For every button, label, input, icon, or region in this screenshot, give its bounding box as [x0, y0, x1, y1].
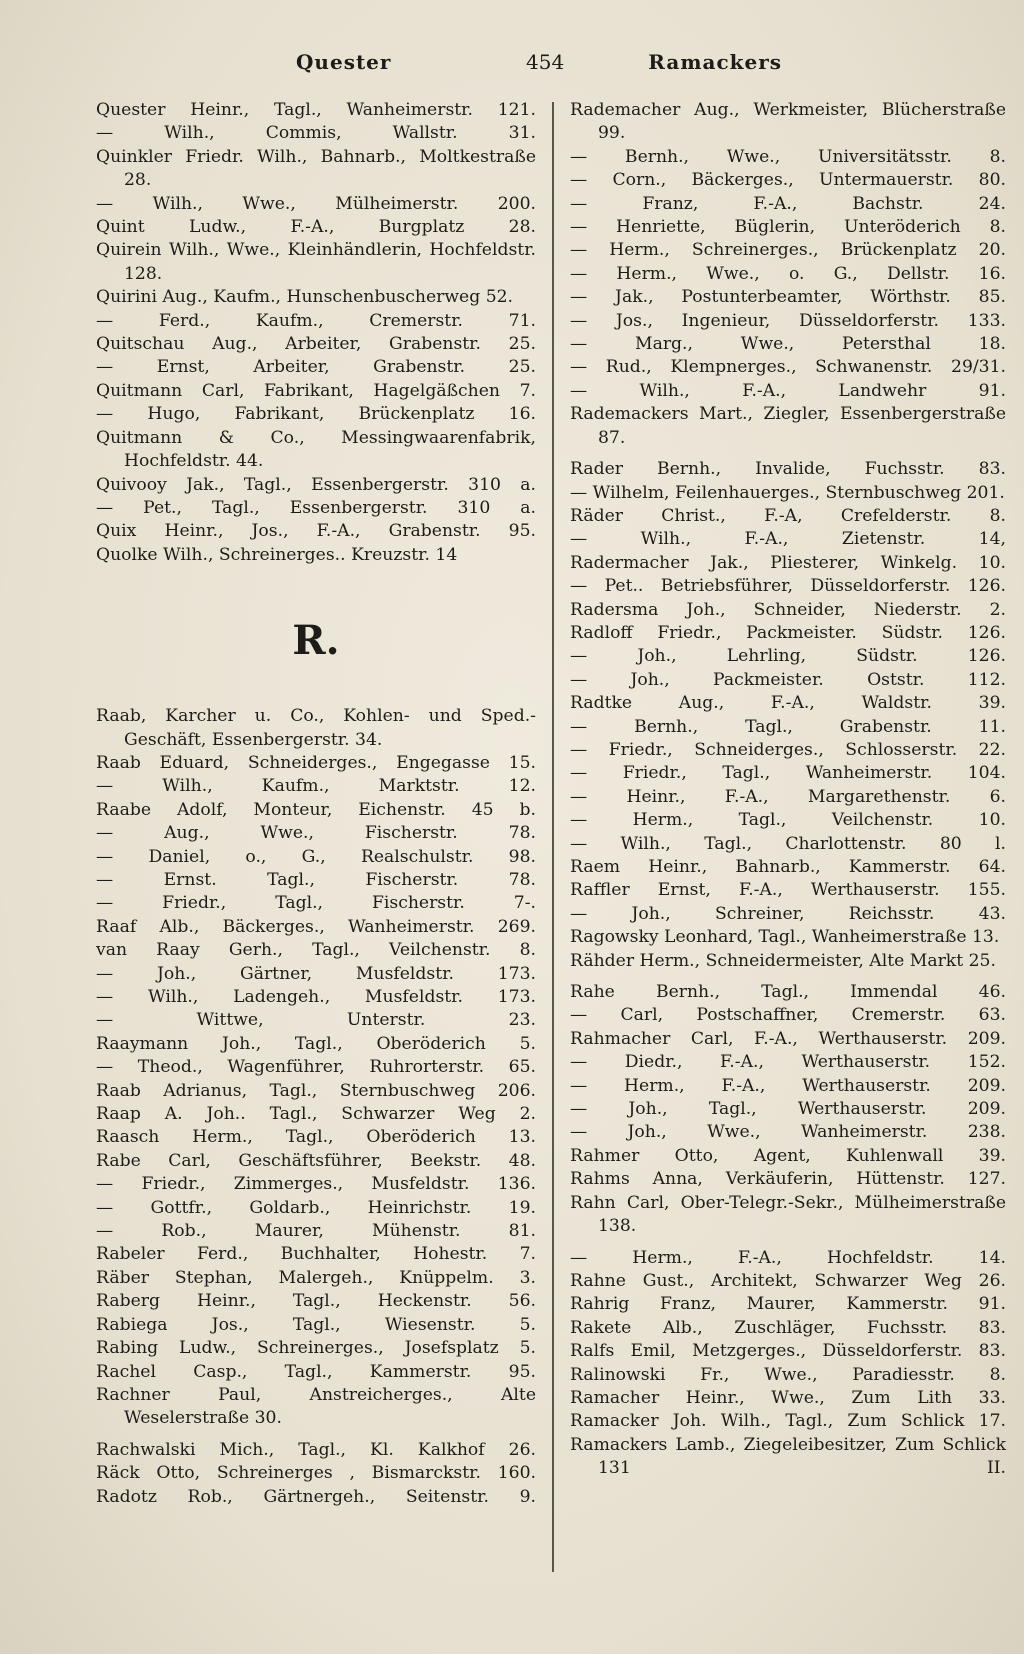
directory-entry: Ragowsky Leonhard, Tagl., Wanheimerstraße 13. — [570, 927, 1000, 948]
directory-entry: Quivooy Jak., Tagl., Essenbergerstr. 310 a. — [96, 474, 536, 495]
directory-entry: Rähder Herm., Schneidermeister, Alte Markt 25. — [570, 950, 996, 971]
right-column-entries — [570, 99, 1006, 1481]
directory-entry: Radersma Joh., Schneider, Niederstr. 2. — [570, 599, 1006, 620]
directory-entry: Rademackers Mart., Ziegler, Essenbergerstraße 87. — [570, 404, 1006, 448]
left-column-q-entries — [96, 99, 536, 567]
directory-entry: Rachel Casp., Tagl., Kammerstr. 95. — [96, 1361, 536, 1382]
directory-entry: Quint Ludw., F.-A., Burgplatz 28. — [96, 217, 536, 238]
directory-entry: — Aug., Wwe., Fischerstr. 78. — [96, 823, 536, 844]
directory-entry: Quolke Wilh., Schreinerges.. Kreuzstr. 14 — [96, 544, 458, 565]
directory-entry: — Jos., Ingenieur, Düsseldorferstr. 133. — [570, 310, 1006, 331]
directory-entry: — Herm., Schreinerges., Brückenplatz 20. — [570, 240, 1006, 261]
directory-entry: — Rob., Maurer, Mühenstr. 81. — [96, 1221, 536, 1242]
directory-entry: Radloff Friedr., Packmeister. Südstr. 126. — [570, 622, 1006, 643]
directory-entry: Rabing Ludw., Schreinerges., Josefsplatz 5. — [96, 1338, 536, 1359]
directory-entry: Radotz Rob., Gärtnergeh., Seitenstr. 9. — [96, 1486, 536, 1507]
directory-entry: Raabe Adolf, Monteur, Eichenstr. 45 b. — [96, 799, 536, 820]
directory-entry: Raaymann Joh., Tagl., Oberöderich 5. — [96, 1033, 536, 1054]
directory-entry: — Pet.. Betriebsführer, Düsseldorferstr. 126. — [570, 576, 1006, 597]
directory-entry: — Wilh., Wwe., Mülheimerstr. 200. — [96, 193, 536, 214]
directory-entry: — Friedr., Zimmerges., Musfeldstr. 136. — [96, 1174, 536, 1195]
directory-entry: — Theod., Wagenführer, Ruhrorterstr. 65. — [96, 1057, 536, 1078]
directory-entry: — Friedr., Tagl., Fischerstr. 7-. — [96, 893, 536, 914]
column-divider — [552, 102, 554, 1572]
directory-entry: — Wilh., Kaufm., Marktstr. 12. — [96, 776, 536, 797]
directory-entry: Rabeler Ferd., Buchhalter, Hohestr. 7. — [96, 1244, 536, 1265]
directory-entry: Quitschau Aug., Arbeiter, Grabenstr. 25. — [96, 334, 536, 355]
directory-entry: Quitmann Carl, Fabrikant, Hagelgäßchen 7. — [96, 380, 536, 401]
directory-entry: — Rud., Klempnerges., Schwanenstr. 29/31. — [570, 357, 1006, 378]
directory-entry: — Wittwe, Unterstr. 23. — [96, 1010, 536, 1031]
directory-entry: Rader Bernh., Invalide, Fuchsstr. 83. — [570, 459, 1006, 480]
page-header — [96, 50, 932, 84]
directory-entry: — Ernst, Arbeiter, Grabenstr. 25. — [96, 357, 536, 378]
directory-entry: Raberg Heinr., Tagl., Heckenstr. 56. — [96, 1291, 536, 1312]
directory-entry: Rademacher Aug., Werkmeister, Blücherstraße 99. — [570, 100, 1006, 144]
directory-entry: Raab Eduard, Schneiderges., Engegasse 15. — [96, 752, 536, 773]
directory-entry: Ralinowski Fr., Wwe., Paradiesstr. 8. — [570, 1364, 1006, 1385]
directory-entry: Raab Adrianus, Tagl., Sternbuschweg 206. — [96, 1080, 536, 1101]
directory-entry: Rahe Bernh., Tagl., Immendal 46. — [570, 982, 1006, 1003]
directory-entry: Rahn Carl, Ober-Telegr.-Sekr., Mülheimerstraße 138. — [570, 1192, 1006, 1237]
directory-entry: Rabe Carl, Geschäftsführer, Beekstr. 48. — [96, 1150, 536, 1171]
directory-entry: — Herm., Tagl., Veilchenstr. 10. — [570, 810, 1006, 831]
directory-entry: — Heinr., F.-A., Margarethenstr. 6. — [570, 786, 1006, 807]
directory-entry: Raaf Alb., Bäckerges., Wanheimerstr. 269. — [96, 916, 536, 937]
directory-entry: — Henriette, Büglerin, Unteröderich 8. — [570, 217, 1006, 238]
directory-entry: Quirein Wilh., Wwe., Kleinhändlerin, Hochfeldstr. 128. — [96, 240, 536, 284]
directory-entry: Rahmacher Carl, F.-A., Werthauserstr. 209. — [570, 1028, 1006, 1049]
directory-entry: Raem Heinr., Bahnarb., Kammerstr. 64. — [570, 857, 1006, 877]
directory-entry: — Joh., Tagl., Werthauserstr. 209. — [570, 1099, 1006, 1120]
directory-entry: — Gottfr., Goldarb., Heinrichstr. 19. — [96, 1197, 536, 1218]
directory-entry: — Joh., Gärtner, Musfeldstr. 173. — [96, 963, 536, 984]
directory-entry: — Franz, F.-A., Bachstr. 24. — [570, 193, 1006, 214]
directory-entry: Rakete Alb., Zuschläger, Fuchsstr. 83. — [570, 1317, 1006, 1338]
directory-entry: — Joh., Lehrling, Südstr. 126. — [570, 646, 1006, 667]
directory-entry: Ramackers Lamb., Ziegeleibesitzer, Zum Schlick 131 II. — [570, 1434, 1006, 1479]
directory-entry: — Daniel, o., G., Realschulstr. 98. — [96, 846, 536, 867]
directory-entry: Rahrig Franz, Maurer, Kammerstr. 91. — [570, 1294, 1006, 1315]
directory-entry: — Ferd., Kaufm., Cremerstr. 71. — [96, 310, 536, 331]
directory-entry: — Friedr., Tagl., Wanheimerstr. 104. — [570, 763, 1006, 784]
header-left-keyword: Quester — [296, 50, 392, 74]
directory-entry: Rachner Paul, Anstreicherges., Alte Weselerstraße 30. — [96, 1384, 536, 1429]
directory-entry: — Pet., Tagl., Essenbergerstr. 310 a. — [96, 497, 536, 518]
directory-entry: — Herm., Wwe., o. G., Dellstr. 16. — [570, 263, 1006, 284]
directory-entry: — Herm., F.-A., Hochfeldstr. 14. — [570, 1247, 1006, 1268]
directory-entry: — Hugo, Fabrikant, Brückenplatz 16. — [96, 404, 536, 425]
directory-entry: Quitmann & Co., Messingwaarenfabrik, Hochfeldstr. 44. — [96, 427, 536, 472]
directory-entry: Rabiega Jos., Tagl., Wiesenstr. 5. — [96, 1314, 536, 1335]
directory-entry: Quirini Aug., Kaufm., Hunschenbuscherweg 52. — [96, 287, 514, 308]
directory-entry: — Wilh., Tagl., Charlottenstr. 80 l. — [570, 833, 1006, 854]
directory-entry: — Herm., F.-A., Werthauserstr. 209. — [570, 1075, 1006, 1096]
directory-entry: — Bernh., Wwe., Universitätsstr. 8. — [570, 146, 1006, 167]
directory-entry: — Carl, Postschaffner, Cremerstr. 63. — [570, 1005, 1006, 1026]
directory-entry: Räck Otto, Schreinerges , Bismarckstr. 160. — [96, 1463, 536, 1484]
directory-entry: — Joh., Packmeister. Oststr. 112. — [570, 669, 1006, 690]
section-letter: R. — [292, 617, 340, 665]
directory-entry: — Ernst. Tagl., Fischerstr. 78. — [96, 869, 536, 890]
directory-entry: Raasch Herm., Tagl., Oberöderich 13. — [96, 1127, 536, 1148]
header-right-keyword: Ramackers — [648, 50, 782, 74]
directory-entry: Räder Christ., F.-A, Crefelderstr. 8. — [570, 505, 1006, 526]
directory-entry: Quix Heinr., Jos., F.-A., Grabenstr. 95. — [96, 521, 536, 542]
page-number: 454 — [526, 50, 565, 74]
directory-entry: Rahmer Otto, Agent, Kuhlenwall 39. — [570, 1145, 1006, 1166]
directory-entry: — Wilhelm, Feilenhauerges., Sternbuschweg 201. — [570, 482, 1005, 503]
directory-entry: Radermacher Jak., Pliesterer, Winkelg. 10. — [570, 552, 1006, 573]
directory-entry: — Joh., Wwe., Wanheimerstr. 238. — [570, 1122, 1006, 1143]
directory-entry: Quester Heinr., Tagl., Wanheimerstr. 121. — [96, 100, 536, 120]
directory-entry: Raab, Karcher u. Co., Kohlen- und Sped.-Geschäft, Essenbergerstr. 34. — [96, 706, 536, 750]
directory-entry: Ramacher Heinr., Wwe., Zum Lith 33. — [570, 1387, 1006, 1408]
directory-entry: — Diedr., F.-A., Werthauserstr. 152. — [570, 1052, 1006, 1073]
left-column-r-entries — [96, 705, 536, 1509]
directory-entry: — Joh., Schreiner, Reichsstr. 43. — [570, 903, 1006, 924]
directory-entry: — Wilh., F.-A., Landwehr 91. — [570, 380, 1006, 401]
directory-entry: — Marg., Wwe., Petersthal 18. — [570, 334, 1006, 355]
directory-entry: — Wilh., Ladengeh., Musfeldstr. 173. — [96, 987, 536, 1007]
directory-entry: — Wilh., F.-A., Zietenstr. 14, — [570, 529, 1006, 550]
directory-entry: Radtke Aug., F.-A., Waldstr. 39. — [570, 693, 1006, 714]
directory-entry: Raap A. Joh.. Tagl., Schwarzer Weg 2. — [96, 1104, 536, 1125]
right-column — [570, 99, 1006, 1481]
directory-entry: Räber Stephan, Malergeh., Knüppelm. 3. — [96, 1267, 536, 1288]
directory-entry: Rachwalski Mich., Tagl., Kl. Kalkhof 26. — [96, 1439, 536, 1460]
directory-entry: — Jak., Postunterbeamter, Wörthstr. 85. — [570, 287, 1006, 308]
directory-entry: — Bernh., Tagl., Grabenstr. 11. — [570, 716, 1006, 737]
directory-entry: — Wilh., Commis, Wallstr. 31. — [96, 123, 536, 144]
directory-entry: — Corn., Bäckerges., Untermauerstr. 80. — [570, 170, 1006, 191]
directory-entry: Ramacker Joh. Wilh., Tagl., Zum Schlick 17. — [570, 1411, 1006, 1432]
directory-entry: Rahms Anna, Verkäuferin, Hüttenstr. 127. — [570, 1169, 1006, 1190]
directory-entry: Quinkler Friedr. Wilh., Bahnarb., Moltkestraße 28. — [96, 146, 536, 191]
directory-entry: Raffler Ernst, F.-A., Werthauserstr. 155. — [570, 880, 1006, 901]
directory-entry: van Raay Gerh., Tagl., Veilchenstr. 8. — [96, 940, 536, 961]
left-column — [96, 99, 536, 1509]
directory-entry: Rahne Gust., Architekt, Schwarzer Weg 26. — [570, 1270, 1006, 1291]
directory-entry: Ralfs Emil, Metzgerges., Düsseldorferstr. 83. — [570, 1341, 1006, 1362]
directory-entry: — Friedr., Schneiderges., Schlosserstr. 22. — [570, 739, 1006, 760]
